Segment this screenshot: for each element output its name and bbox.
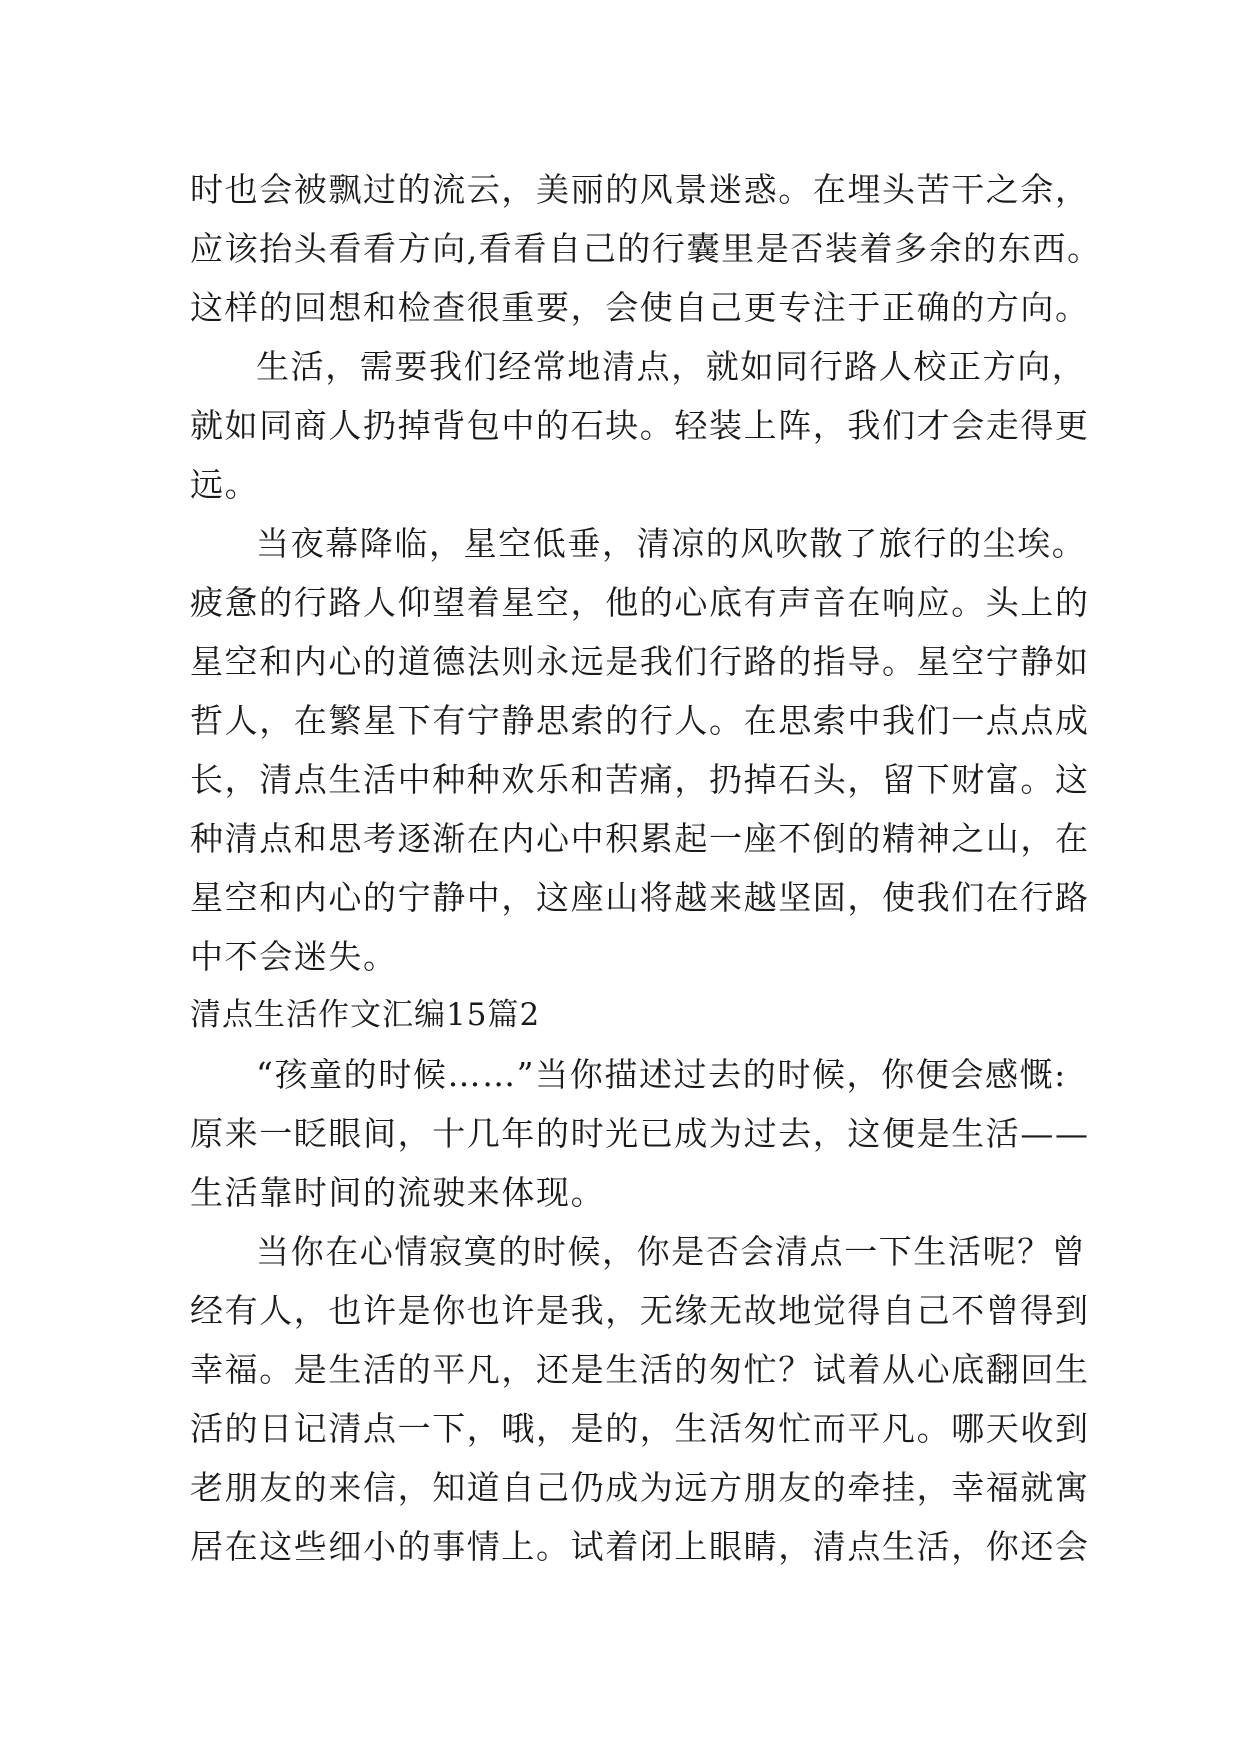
- paragraph-line: 当夜幕降临，星空低垂，清凉的风吹散了旅行的尘埃。: [256, 524, 1087, 563]
- paragraph-5: [190, 1222, 1090, 1576]
- paragraph-line: 居在这些细小的事情上。试着闭上眼睛，清点生活，你还会: [190, 1527, 1090, 1566]
- paragraph-line: 当你在心情寂寞的时候，你是否会清点一下生活呢？曾: [256, 1232, 1087, 1271]
- paragraph-line: 星空和内心的道德法则永远是我们行路的指导。星空宁静如: [190, 642, 1090, 681]
- paragraph-1: [190, 160, 1102, 337]
- paragraph-line: 中不会迷失。: [190, 937, 398, 976]
- paragraph-line: “孩童的时候……”当你描述过去的时候，你便会感慨:: [256, 1055, 1067, 1094]
- paragraph-2: [190, 337, 1090, 514]
- paragraph-line: 疲惫的行路人仰望着星空，他的心底有声音在响应。头上的: [190, 583, 1090, 622]
- paragraph-line: 老朋友的来信，知道自己仍成为远方朋友的牵挂，幸福就寓: [190, 1468, 1090, 1507]
- paragraph-line: 幸福。是生活的平凡，还是生活的匆忙？试着从心底翻回生: [190, 1350, 1090, 1389]
- paragraph-line: 哲人，在繁星下有宁静思索的行人。在思索中我们一点点成: [190, 701, 1090, 740]
- paragraph-line: 生活靠时间的流驶来体现。: [190, 1173, 606, 1212]
- paragraph-line: 就如同商人扔掉背包中的石块。轻装上阵，我们才会走得更: [190, 406, 1090, 445]
- paragraph-line: 远。: [190, 465, 260, 504]
- paragraph-line: 星空和内心的宁静中，这座山将越来越坚固，使我们在行路: [190, 878, 1090, 917]
- paragraph-line: 活的日记清点一下，哦，是的，生活匆忙而平凡。哪天收到: [190, 1409, 1090, 1448]
- paragraph-line: 生活，需要我们经常地清点，就如同行路人校正方向，: [256, 347, 1087, 386]
- paragraph-4: [190, 1045, 1090, 1222]
- paragraph-3: [190, 514, 1090, 986]
- paragraph-line: 时也会被飘过的流云，美丽的风景迷惑。在埋头苦干之余，: [190, 170, 1090, 209]
- paragraph-line: 应该抬头看看方向,看看自己的行囊里是否装着多余的东西。: [190, 229, 1102, 268]
- paragraph-line: 种清点和思考逐渐在内心中积累起一座不倒的精神之山，在: [190, 819, 1090, 858]
- paragraph-line: 经有人，也许是你也许是我，无缘无故地觉得自己不曾得到: [190, 1291, 1090, 1330]
- paragraph-line: 原来一眨眼间，十几年的时光已成为过去，这便是生活——: [190, 1114, 1090, 1153]
- paragraph-line: 长，清点生活中种种欢乐和苦痛，扔掉石头，留下财富。这: [190, 760, 1090, 799]
- paragraph-line: 这样的回想和检查很重要，会使自己更专注于正确的方向。: [190, 288, 1090, 327]
- section-heading: 清点生活作文汇编15篇2: [190, 997, 541, 1033]
- document-body: [190, 160, 1102, 1576]
